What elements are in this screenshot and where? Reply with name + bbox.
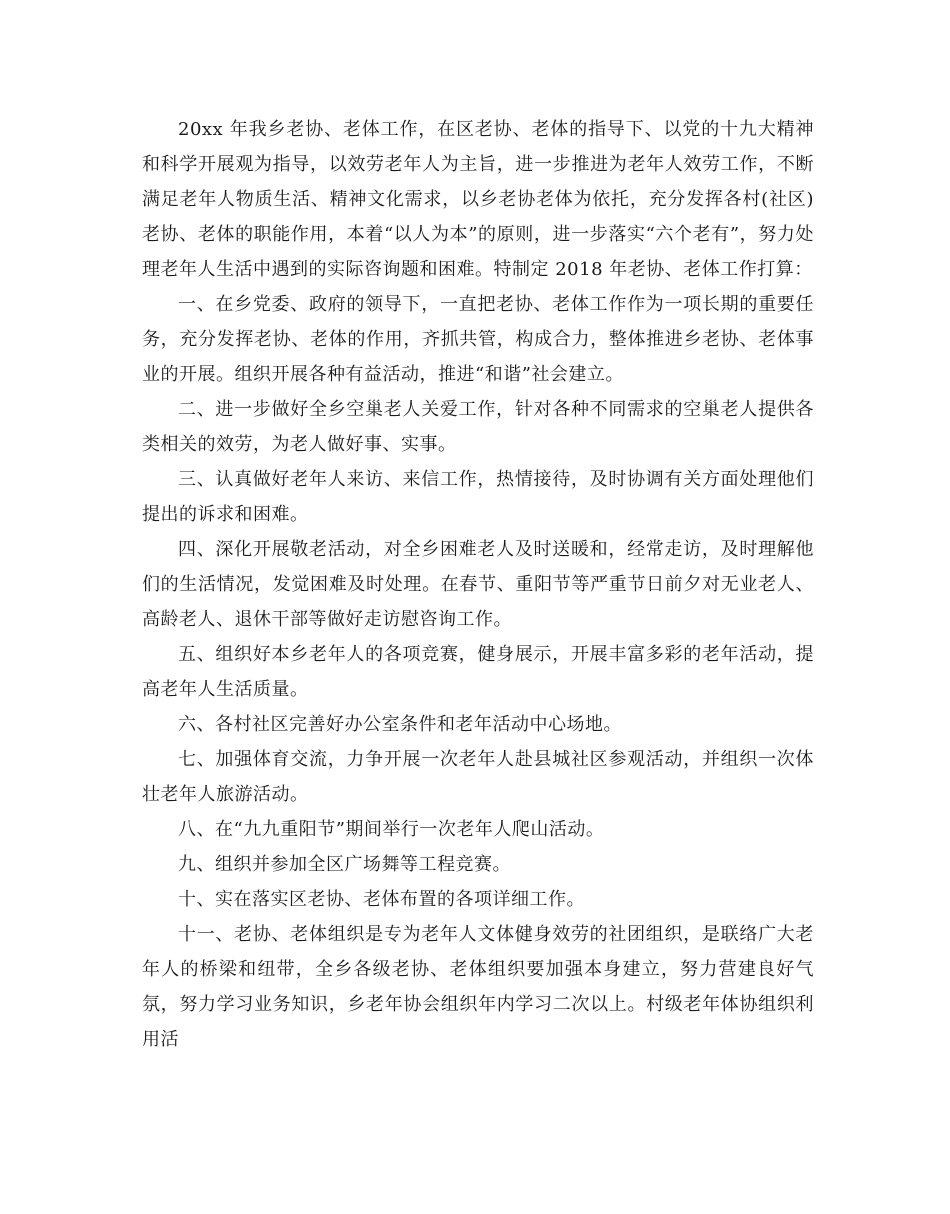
paragraph-item-9: 九、组织并参加全区广场舞等工程竞赛。 xyxy=(178,854,511,875)
document-body xyxy=(142,112,814,1057)
paragraph-item-5: 五、组织好本乡老年人的各项竞赛，健身展示，开展丰富多彩的老年活动，提高老年人生活质量。 xyxy=(142,644,814,700)
paragraph-item-2: 二、进一步做好全乡空巢老人关爱工作，针对各种不同需求的空巢老人提供各类相关的效劳，为老人做好事、实事。 xyxy=(142,399,814,455)
paragraph-item-8: 八、在“九九重阳节”期间举行一次老年人爬山活动。 xyxy=(178,819,605,840)
paragraph-item-1: 一、在乡党委、政府的领导下，一直把老协、老体工作作为一项长期的重要任务，充分发挥老协、老体的作用，齐抓共管，构成合力，整体推进乡老协、老体事业的开展。组织开展各种有益活动，推进“和谐”社会建立。 xyxy=(142,294,814,385)
paragraph-item-10: 十、实在落实区老协、老体布置的各项详细工作。 xyxy=(178,889,585,910)
paragraph-intro: 20xx 年我乡老协、老体工作，在区老协、老体的指导下、以党的十九大精神和科学开展观为指导，以效劳老年人为主旨，进一步推进为老年人效劳工作，不断满足老年人物质生活、精神文化需求，以乡老协老体为依托，充分发挥各村(社区)老协、老体的职能作用，本着“以人为本”的原则，进一步落实“六个老有”，努力处理老年人生活中遇到的实际咨询题和困难。特制定 2018 年老协、老体工作打算： xyxy=(142,119,814,280)
paragraph-item-11: 十一、老协、老体组织是专为老年人文体健身效劳的社团组织，是联络广大老年人的桥梁和纽带，全乡各级老协、老体组织要加强本身建立，努力营建良好气氛，努力学习业务知识，乡老年协会组织年内学习二次以上。村级老年体协组织利用活 xyxy=(142,924,814,1050)
paragraph-item-7: 七、加强体育交流，力争开展一次老年人赴县城社区参观活动，并组织一次体壮老年人旅游活动。 xyxy=(142,749,814,805)
paragraph-item-4: 四、深化开展敬老活动，对全乡困难老人及时送暖和，经常走访，及时理解他们的生活情况，发觉困难及时处理。在春节、重阳节等严重节日前夕对无业老人、高龄老人、退休干部等做好走访慰咨询工作。 xyxy=(142,539,814,630)
paragraph-item-6: 六、各村社区完善好办公室条件和老年活动中心场地。 xyxy=(178,714,622,735)
paragraph-item-3: 三、认真做好老年人来访、来信工作，热情接待，及时协调有关方面处理他们提出的诉求和困难。 xyxy=(142,469,814,525)
